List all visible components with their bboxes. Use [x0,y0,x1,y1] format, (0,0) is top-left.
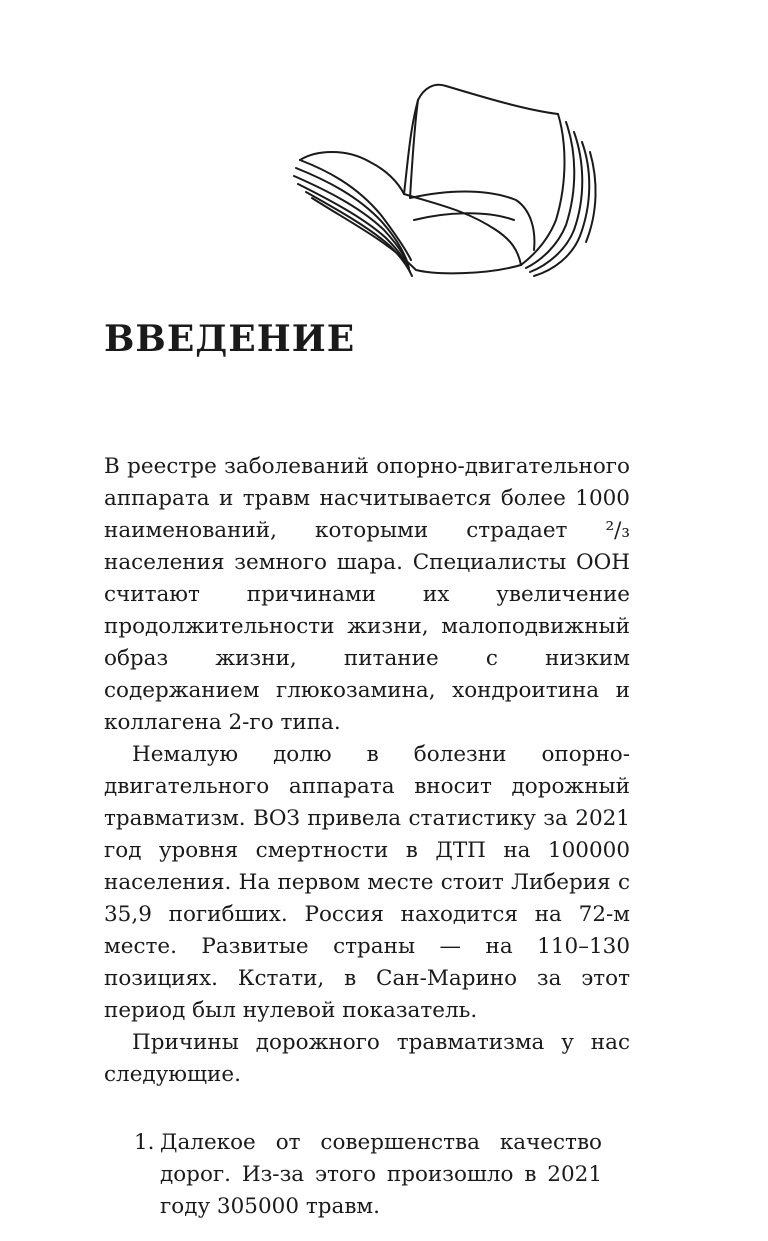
list-item-number: 1. [134,1130,155,1155]
list-item-text: Далекое от совершенства качество дорог. Из-за этого произошло в 2021 году 305000 травм. [160,1130,602,1219]
open-book-icon [286,70,616,285]
main-text [104,451,630,1223]
paragraph: В реестре заболеваний опорно-двигательного аппарата и травм насчитывается более 1000 наименований, которыми страдает ²/₃ населения земного шара. Специалисты ООН считают причинами их увеличение продолжительности жизни, малоподвижный образ жизни, питание с низким содержанием глюкозамина, хондроитина и коллагена 2-го типа. [104,454,630,735]
paragraph: Немалую долю в болезни опорно-двигательного аппарата вносит дорожный травматизм. ВОЗ привела статистику за 2021 год уровня смертности в ДТП на 100000 населения. На первом месте стоит Либерия с 35,9 погибших. Россия находится на 72-м месте. Развитые страны — на 110–130 позициях. Кстати, в Сан-Марино за этот период был нулевой показатель. [104,742,630,1023]
paragraph: Причины дорожного травматизма у нас следующие. [104,1030,630,1087]
page-title: ВВЕДЕНИЕ [104,318,356,360]
list-item [104,1127,630,1223]
numbered-list [104,1127,630,1223]
